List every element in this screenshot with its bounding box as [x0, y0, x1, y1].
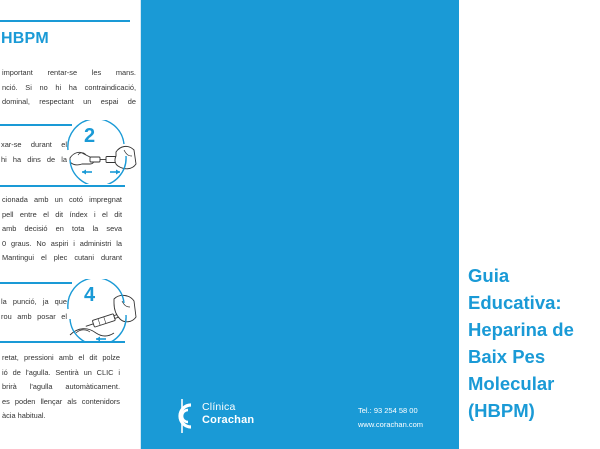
divider-step-4: [0, 282, 72, 284]
logo-text-clinica: Clínica: [202, 401, 236, 413]
step-4-text: [1, 295, 67, 324]
step-4-badge-icon: [64, 279, 134, 343]
paragraph-line: rou amb posar el: [1, 311, 67, 321]
divider-top: [0, 20, 130, 22]
contact-phone: Tel.: 93 254 58 00: [358, 406, 418, 415]
paragraph-line: brirà l'agulla automàticament.: [2, 382, 120, 392]
inner-panel: [0, 0, 140, 449]
paragraph-line: xar-se durant el: [1, 140, 67, 149]
paragraph-line: dominal, respectant un espai de: [2, 97, 136, 107]
corachan-logo-icon: [169, 398, 195, 434]
step-5-text: [2, 351, 120, 424]
divider-step-3: [0, 185, 125, 187]
paragraph-line: la punció, ja que: [1, 297, 67, 306]
step-2-text: [1, 138, 67, 167]
step-3-text: [2, 193, 122, 266]
paragraph-line: important rentar-se les mans.: [2, 68, 136, 77]
cover-title-line: Educativa:: [468, 292, 562, 313]
section-title: HBPM: [1, 30, 49, 47]
paragraph-line: cionada amb un cotó impregnat: [2, 195, 122, 204]
cover-panel: [459, 0, 600, 449]
step-2-badge-icon: [64, 120, 134, 184]
paragraph-line: 0 graus. No aspiri i administri la: [2, 238, 122, 248]
intro-paragraph: [2, 66, 136, 110]
cover-title-line: (HBPM): [468, 400, 535, 421]
divider-step-5: [0, 341, 125, 343]
cover-title-line: Heparina de: [468, 319, 574, 340]
paragraph-line: retat, pressioni amb el dit polze: [2, 353, 120, 362]
cover-title-line: Guia: [468, 265, 510, 286]
cover-title-line: Molecular: [468, 373, 555, 394]
paragraph-line: Mantingui el plec cutani durant: [2, 253, 122, 263]
divider-step-2: [0, 124, 72, 126]
step-4-number: 4: [84, 284, 96, 306]
paragraph-line: es poden llençar als contenidors: [2, 396, 120, 406]
paragraph-line: ió de l'agulla. Sentirà un CLIC i: [2, 367, 120, 377]
logo-text-corachan: Corachan: [202, 414, 255, 426]
paragraph-line: àcia habitual.: [2, 411, 46, 421]
back-panel: [141, 0, 459, 449]
paragraph-line: amb decisió en tota la seva: [2, 224, 122, 234]
paragraph-line: hi ha dins de la: [1, 154, 67, 164]
step-2-number: 2: [84, 125, 96, 147]
cover-title-line: Baix Pes: [468, 346, 546, 367]
paragraph-line: nció. Si no hi ha contraindicació,: [2, 82, 136, 92]
paragraph-line: pell entre el dit índex i el dit: [2, 209, 122, 219]
cover-title: [468, 262, 600, 424]
contact-website-link[interactable]: www.corachan.com: [358, 420, 424, 429]
